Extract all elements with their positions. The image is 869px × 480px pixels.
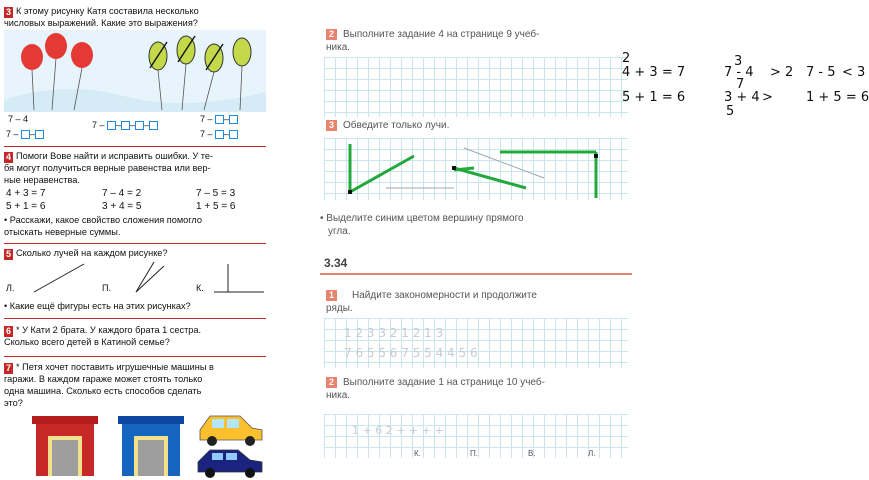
equation: 5 + 1 = 6 [6,201,46,212]
task-number: 7 [5,363,11,373]
answer-label: В. [528,449,536,458]
answer-subscript: 5 [726,104,735,119]
answer-comparison: > 2 [770,65,794,80]
answer-equation: 4 + 3 = 7 [622,65,686,80]
answer-box [215,130,224,139]
equation: 7 – 4 = 2 [102,188,142,199]
equation: 4 + 3 = 7 [6,188,46,199]
answer-box [107,121,116,130]
task-note: отыскать неверные суммы. [4,227,121,237]
answer-box [135,121,144,130]
rays-figures [4,260,266,296]
task-number: 5 [5,249,11,259]
answer-label: К. [414,449,421,458]
figure-label: К. [196,283,204,293]
answer-label: П. [470,449,478,458]
answer-equation: 1 + 5 = 6 [806,90,869,105]
answer-box [21,130,30,139]
expression: 7 – 4 [8,114,29,124]
answer-box [121,121,130,130]
red-garage-icon [32,416,98,476]
expression: 7 – – [200,114,238,124]
figure-label: Л. [6,283,15,293]
task-number: 2 [326,29,337,40]
equation: 3 + 4 = 5 [102,201,142,212]
task-note: • Выделите синим цветом вершину прямого [320,213,524,224]
answer-box [215,115,224,124]
equation: 1 + 5 = 6 [196,201,236,212]
answer-box [35,130,44,139]
task-number: 2 [326,377,337,388]
pattern-row: 1 2 3 3 2 1 2 1 3 [344,326,444,340]
task-text: Сколько всего детей в Катиной семье? [4,337,170,347]
task-text: гаражи. В каждом гараже может стоять только [4,374,203,384]
expression-text: 7 – [200,129,213,139]
task-number: 6 [5,326,11,336]
divider [4,243,266,244]
task-text: Сколько лучей на каждом рисунке? [16,248,168,258]
task-text: Обведите только лучи. [343,120,450,131]
task-text: одна машина. Сколько есть способов сделать [4,386,202,396]
answer-superscript: 2 [622,51,631,66]
task-text: Выполните задание 4 на странице 9 учеб- [343,29,540,40]
task-text: это? [4,398,23,408]
answer-expression: 7 - 4 [724,65,754,80]
yellow-car-icon [200,416,262,446]
expression: 7 – – [6,129,44,139]
task-number: 4 [5,152,11,162]
divider [4,356,266,357]
section-number: 3.34 [324,256,348,270]
blue-garage-icon [118,416,184,476]
blue-car-icon [198,450,262,478]
answer-comparison: > [762,90,773,105]
answer-box [229,130,238,139]
expression-text: 7 – [6,129,19,139]
task-text: * Петя хочет поставить игрушечные машины в [16,362,214,372]
grid-area [324,57,628,117]
divider [4,318,266,319]
answer-label: Л. [588,449,596,458]
garages-illustration [4,402,266,480]
answer-comparison: < 3 [842,65,866,80]
section-rule [320,273,632,275]
task-text: ника. [326,42,351,53]
task-text: ряды. [326,303,353,314]
task-text: ные неравенства. [4,175,80,185]
answer-box [229,115,238,124]
divider [4,146,266,147]
equation: 7 – 5 = 3 [196,188,236,199]
answer-superscript: 3 [734,54,743,69]
figure-label: П. [102,283,111,293]
answer-expression: 7 - 5 [806,65,836,80]
task-text: К этому рисунку Катя составила несколько [16,6,199,16]
rays-drawing [324,138,628,200]
answer-box [149,121,158,130]
task-note: • Расскажи, какое свойство сложения помогло [4,215,202,225]
balloons-illustration [4,30,266,112]
answer-subscript: 7 [736,77,745,92]
pattern-row: 7 6 5 5 6 7 5 5 4 4 5 6 [344,346,478,360]
task-text: числовых выражений. Какие это выражения? [4,18,198,28]
task-number: 3 [326,120,337,131]
task-text: Выполните задание 1 на странице 10 учеб- [343,377,545,388]
answer-equation: 5 + 1 = 6 [622,90,686,105]
answer-row: 1 + 6 2 + + + + [352,424,444,437]
textbook-page [0,0,268,480]
task-text: Найдите закономерности и продолжите [352,290,537,301]
task-number: 1 [326,290,337,301]
task-text: бя могут получиться верные равенства или вер- [4,163,211,173]
task-text: ника. [326,390,351,401]
expression: 7 – – [200,129,238,139]
task-number: 3 [5,7,11,17]
task-note: угла. [328,226,351,237]
answer-expression: 3 + 4 [724,90,760,105]
expression: 7 – – – – [92,120,158,130]
task-note: • Какие ещё фигуры есть на этих рисунках? [4,301,191,311]
workbook-page [268,0,869,480]
task-text: * У Кати 2 брата. У каждого брата 1 сестра. [16,325,202,335]
task-text: Помоги Вове найти и исправить ошибки. У те- [16,151,214,161]
expression-text: 7 – [200,114,213,124]
expression-text: 7 – [92,120,105,130]
